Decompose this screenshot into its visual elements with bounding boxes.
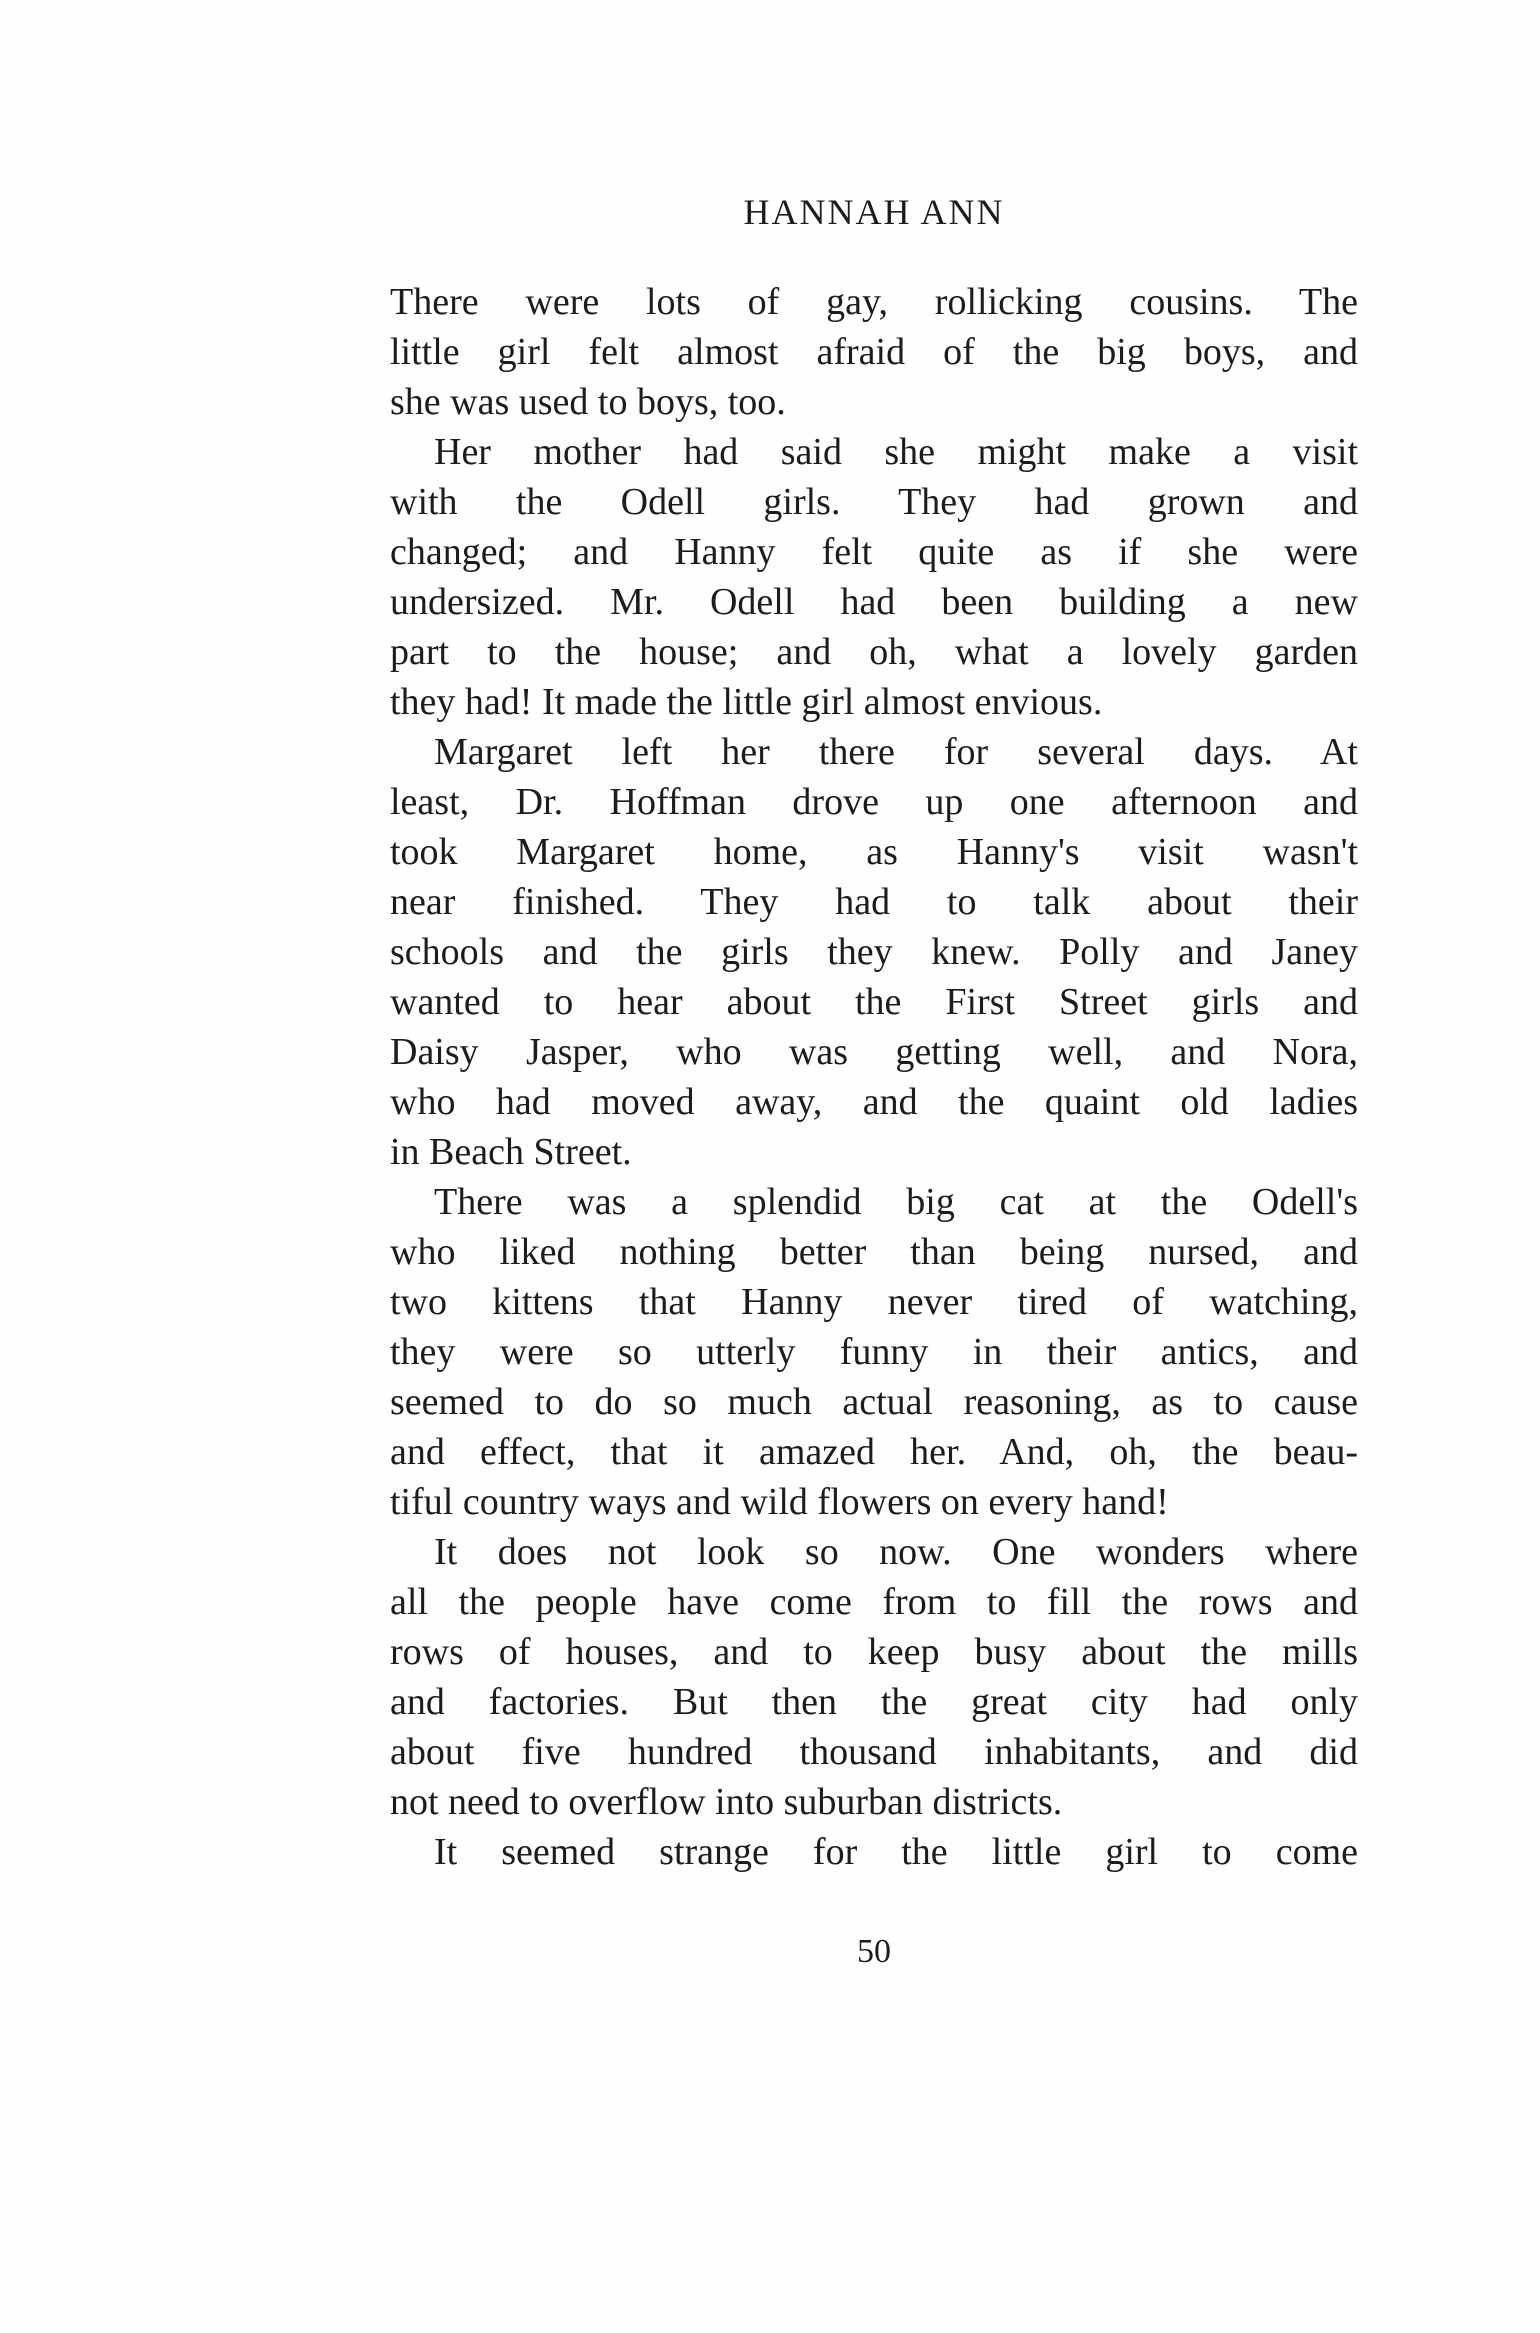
- text-line: in Beach Street.: [390, 1131, 632, 1173]
- text-line: who liked nothing better than being nursed, and: [390, 1231, 1358, 1273]
- text-line: with the Odell girls. They had grown and: [390, 481, 1358, 523]
- text-line: and effect, that it amazed her. And, oh, the beau-: [390, 1431, 1358, 1473]
- text-line: It does not look so now. One wonders where: [434, 1531, 1358, 1573]
- text-line: undersized. Mr. Odell had been building a new: [390, 581, 1358, 623]
- text-line: wanted to hear about the First Street girls and: [390, 981, 1358, 1023]
- text-line: she was used to boys, too.: [390, 381, 786, 423]
- text-line: Daisy Jasper, who was getting well, and Nora,: [390, 1031, 1358, 1073]
- body-text: [390, 280, 1358, 1880]
- text-line: about five hundred thousand inhabitants, and did: [390, 1731, 1358, 1773]
- running-head: HANNAH ANN: [743, 192, 1005, 232]
- text-line: little girl felt almost afraid of the big boys, and: [390, 331, 1358, 373]
- page-number: 50: [857, 1933, 891, 1970]
- text-line: tiful country ways and wild flowers on every hand!: [390, 1481, 1169, 1523]
- text-line: changed; and Hanny felt quite as if she were: [390, 531, 1358, 573]
- text-line: seemed to do so much actual reasoning, as to cause: [390, 1381, 1358, 1423]
- text-line: Margaret left her there for several days. At: [434, 731, 1358, 773]
- text-line: who had moved away, and the quaint old ladies: [390, 1081, 1358, 1123]
- text-line: near finished. They had to talk about their: [390, 881, 1358, 923]
- text-line: schools and the girls they knew. Polly and Janey: [390, 931, 1358, 973]
- text-line: two kittens that Hanny never tired of watching,: [390, 1281, 1358, 1323]
- text-line: and factories. But then the great city had only: [390, 1681, 1358, 1723]
- text-line: It seemed strange for the little girl to come: [434, 1831, 1358, 1873]
- text-line: least, Dr. Hoffman drove up one afternoon and: [390, 781, 1358, 823]
- text-line: part to the house; and oh, what a lovely garden: [390, 631, 1358, 673]
- text-line: rows of houses, and to keep busy about the mills: [390, 1631, 1358, 1673]
- text-line: There was a splendid big cat at the Odell's: [434, 1181, 1358, 1223]
- text-line: Her mother had said she might make a visit: [434, 431, 1358, 473]
- text-line: took Margaret home, as Hanny's visit wasn't: [390, 831, 1358, 873]
- text-line: not need to overflow into suburban districts.: [390, 1781, 1063, 1823]
- text-line: they had! It made the little girl almost envious.: [390, 681, 1103, 723]
- text-line: they were so utterly funny in their antics, and: [390, 1331, 1358, 1373]
- text-line: all the people have come from to fill the rows and: [390, 1581, 1358, 1623]
- text-line: There were lots of gay, rollicking cousins. The: [390, 281, 1358, 323]
